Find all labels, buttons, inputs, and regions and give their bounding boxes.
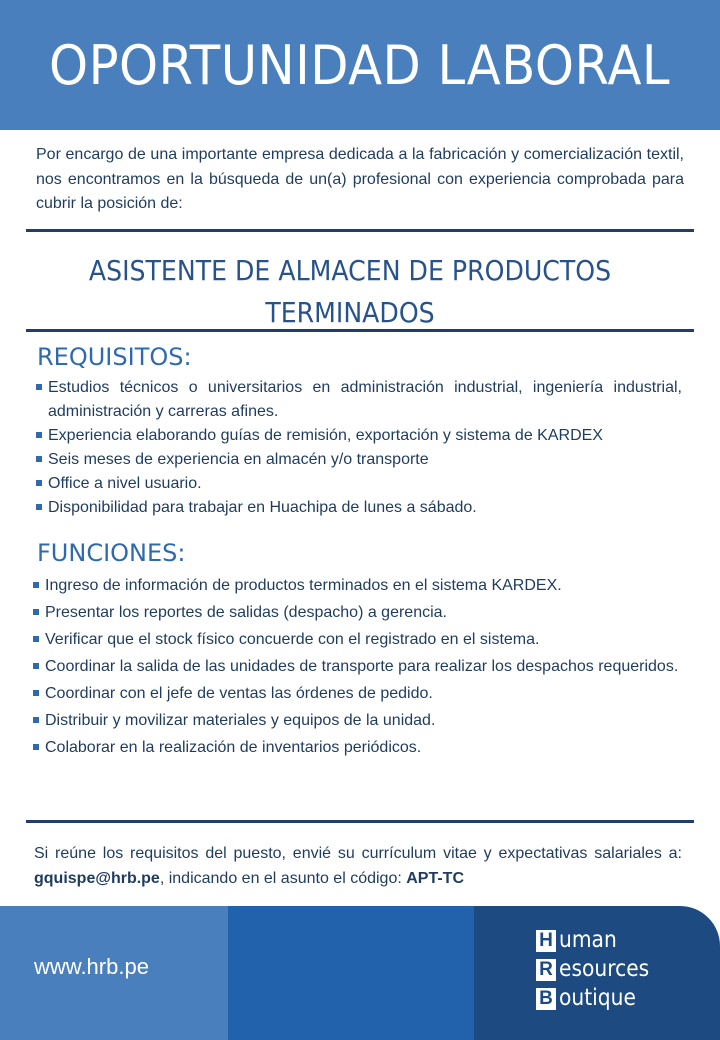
logo-word: uman: [559, 927, 617, 953]
divider-top: [26, 229, 694, 232]
closing-paragraph: [34, 841, 682, 891]
list-item: Colaborar en la realización de inventarios periódicos.: [33, 734, 683, 761]
requisitos-list: [36, 376, 682, 520]
position-title: ASISTENTE DE ALMACEN DE PRODUCTOS TERMINADOS: [88, 254, 612, 329]
divider-position: [26, 329, 694, 332]
logo-letter: R: [536, 959, 556, 981]
page-title: OPORTUNIDAD LABORAL: [49, 33, 671, 97]
list-item: Coordinar la salida de las unidades de transporte para realizar los despachos requeridos.: [33, 653, 683, 680]
list-item: Office a nivel usuario.: [36, 472, 682, 496]
list-item: Coordinar con el jefe de ventas las órdenes de pedido.: [33, 680, 683, 707]
logo-row: [536, 955, 662, 984]
contact-email[interactable]: gquispe@hrb.pe: [34, 870, 160, 887]
closing-text-middle: , indicando en el asunto el código:: [159, 870, 407, 887]
list-item: Presentar los reportes de salidas (despacho) a gerencia.: [33, 599, 683, 626]
website-link[interactable]: www.hrb.pe: [34, 954, 149, 979]
logo-row: [536, 926, 662, 955]
logo-letter: B: [536, 988, 556, 1010]
funciones-heading: FUNCIONES:: [37, 539, 186, 567]
logo-word: esources: [559, 956, 650, 982]
list-item: Disponibilidad para trabajar en Huachipa de lunes a sábado.: [36, 496, 682, 520]
intro-paragraph: Por encargo de una importante empresa dedicada a la fabricación y comercialización textil, nos encontramos en la búsqueda de un(a) profesional con experiencia comprobada para cubrir la posición de:: [36, 146, 684, 212]
logo-letter: H: [536, 930, 556, 952]
list-item: Experiencia elaborando guías de remisión, exportación y sistema de KARDEX: [36, 424, 682, 448]
list-item: Distribuir y movilizar materiales y equipos de la unidad.: [33, 707, 683, 734]
hrb-logo: [536, 926, 662, 1013]
footer: [0, 906, 720, 1040]
divider-bottom: [26, 820, 694, 823]
list-item: Estudios técnicos o universitarios en administración industrial, ingeniería industrial, administración y carreras afines.: [36, 376, 682, 424]
funciones-list: [33, 572, 683, 761]
job-code: APT-TC: [406, 870, 465, 887]
logo-row: [536, 984, 662, 1013]
requisitos-heading: REQUISITOS:: [37, 343, 192, 371]
footer-left-panel: [0, 906, 228, 1040]
header-banner: [0, 0, 720, 130]
logo-word: outique: [559, 985, 636, 1011]
footer-middle-panel: [228, 906, 474, 1040]
list-item: Seis meses de experiencia en almacén y/o transporte: [36, 448, 682, 472]
list-item: Verificar que el stock físico concuerde con el registrado en el sistema.: [33, 626, 683, 653]
closing-text: Si reúne los requisitos del puesto, envié su currículum vitae y expectativas salariales a:: [34, 845, 682, 862]
list-item: Ingreso de información de productos terminados en el sistema KARDEX.: [33, 572, 683, 599]
